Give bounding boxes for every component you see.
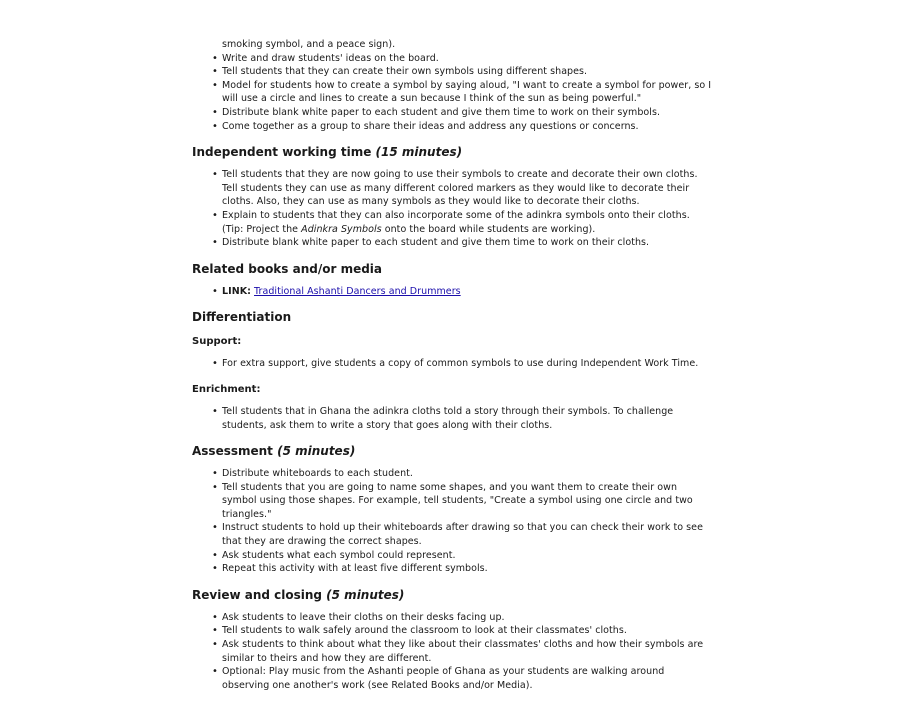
independent-heading — [192, 144, 712, 160]
enrichment-label: Enrichment: — [192, 383, 261, 395]
tip-text-after: onto the board while students are working). — [381, 223, 596, 235]
independent-list — [192, 168, 712, 250]
section-title: Review and closing — [192, 587, 322, 602]
list-item: • Ask students to think about what they like about their classmates' cloths and how their symbols are similar to theirs and how they are different. — [192, 638, 712, 665]
lesson-content — [192, 38, 712, 692]
tip-text-italic: Adinkra Symbols — [301, 223, 382, 235]
review-list — [192, 611, 712, 693]
review-heading — [192, 587, 712, 603]
related-heading: Related books and/or media — [192, 261, 383, 276]
list-item — [192, 209, 712, 236]
support-label: Support: — [192, 336, 242, 348]
intro-list — [192, 38, 712, 133]
list-item: • Instruct students to hold up their whiteboards after drawing so that you can check their work to see that they are drawing the correct shapes. — [192, 521, 712, 548]
list-item: • Tell students that in Ghana the adinkra cloths told a story through their symbols. To challenge students, ask them to write a story that goes along with their cloths. — [192, 405, 712, 432]
section-title: Assessment — [192, 444, 273, 459]
tip-text-before: Explain to students that they can also incorporate some of the adinkra symbols onto their cloths. (Tip: Project the — [222, 209, 690, 235]
list-item: • Tell students to walk safely around the classroom to look at their classmates' cloths. — [192, 624, 712, 638]
list-item: • Distribute blank white paper to each student and give them time to work on their symbols. — [192, 106, 712, 120]
list-item — [192, 285, 712, 299]
section-duration: (5 minutes) — [326, 587, 405, 602]
list-item: • Tell students that they can create their own symbols using different shapes. — [192, 65, 712, 79]
section-title: Independent working time — [192, 145, 372, 160]
list-item: • Optional: Play music from the Ashanti people of Ghana as your students are walking around observing one another's work (see Related Books and/or Media). — [192, 665, 712, 692]
section-duration: (5 minutes) — [277, 444, 356, 459]
link-label: LINK: — [222, 285, 251, 297]
related-list — [192, 285, 712, 299]
section-duration: (15 minutes) — [375, 145, 463, 160]
list-item: smoking symbol, and a peace sign). — [222, 39, 396, 50]
list-item: • Distribute blank white paper to each student and give them time to work on their cloths. — [192, 236, 712, 250]
list-item: • Tell students that you are going to name some shapes, and you want them to create their own symbol using those shapes. For example, tell students, "Create a symbol using one circle and two triangles." — [192, 481, 712, 522]
list-item: • For extra support, give students a copy of common symbols to use during Independent Work Time. — [192, 357, 712, 371]
list-item: • Model for students how to create a symbol by saying aloud, "I want to create a symbol for power, so I will use a circle and lines to create a sun because I think of the sun as being powerful." — [192, 79, 712, 106]
list-item: • Come together as a group to share their ideas and address any questions or concerns. — [192, 120, 712, 134]
list-item: • Ask students what each symbol could represent. — [192, 549, 712, 563]
list-item: • Write and draw students' ideas on the board. — [192, 52, 712, 66]
media-link[interactable]: Traditional Ashanti Dancers and Drummers — [254, 285, 461, 297]
list-item: • Tell students that they are now going to use their symbols to create and decorate their own cloths. Tell students they can use as many different colored markers as they would like to decorate their cloths. Also, they can use as many symbols as they would like to decorate their cloths. — [192, 168, 712, 209]
enrichment-list — [192, 405, 712, 432]
assessment-list — [192, 467, 712, 576]
support-list — [192, 357, 712, 371]
assessment-heading — [192, 443, 712, 459]
list-item: • Distribute whiteboards to each student. — [192, 467, 712, 481]
list-item: • Ask students to leave their cloths on their desks facing up. — [192, 611, 712, 625]
list-item: • Repeat this activity with at least five different symbols. — [192, 562, 712, 576]
differentiation-heading: Differentiation — [192, 310, 292, 325]
